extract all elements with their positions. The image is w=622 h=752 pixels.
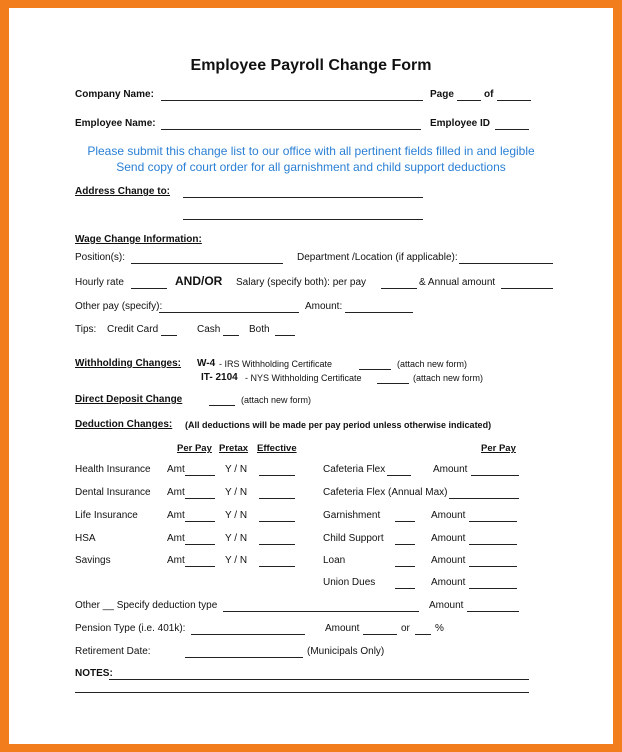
direct-deposit-label: Direct Deposit Change: [75, 394, 183, 405]
of-label: of: [484, 89, 494, 100]
page-total-field[interactable]: [497, 100, 531, 101]
w4-code: W-4: [197, 358, 216, 369]
direct-deposit-field[interactable]: [209, 405, 235, 406]
dental-effective-field[interactable]: [259, 498, 295, 499]
deduction-cafeteria-flex-annual-label: Cafeteria Flex (Annual Max): [323, 487, 448, 498]
union-dues-amount-label: Amount: [431, 577, 466, 588]
tips-label: Tips:: [75, 324, 97, 335]
pension-type-label: Pension Type (i.e. 401k):: [75, 623, 186, 634]
savings-amt-label: Amt: [167, 555, 185, 566]
deduction-life-label: Life Insurance: [75, 510, 138, 521]
notes-line-2[interactable]: [75, 692, 529, 693]
and-or-label: AND/OR: [175, 274, 223, 288]
garnishment-amount-label: Amount: [431, 510, 466, 521]
wage-change-label: Wage Change Information:: [75, 234, 202, 245]
notice-line-2: Send copy of court order for all garnishment and child support deductions: [116, 160, 506, 174]
employee-name-label: Employee Name:: [75, 118, 156, 129]
credit-card-label: Credit Card: [107, 324, 159, 335]
w4-field[interactable]: [359, 369, 391, 370]
loan-field[interactable]: [395, 566, 415, 567]
other-deduction-amount-label: Amount: [429, 600, 464, 611]
page-number-field[interactable]: [457, 100, 481, 101]
position-label: Position(s):: [75, 252, 126, 263]
health-effective-field[interactable]: [259, 475, 295, 476]
payroll-form-sheet: [9, 8, 613, 744]
pension-amount-field[interactable]: [363, 634, 397, 635]
other-deduction-label: Other __ Specify deduction type: [75, 600, 218, 611]
deduction-note: (All deductions will be made per pay period unless otherwise indicated): [185, 420, 492, 430]
address-line-2[interactable]: [183, 219, 423, 220]
col-header-per-pay: Per Pay: [177, 443, 212, 454]
it2104-field[interactable]: [377, 383, 409, 384]
savings-amt-field[interactable]: [185, 566, 215, 567]
both-label: Both: [249, 324, 270, 335]
notes-label: NOTES:: [75, 668, 113, 679]
dental-amt-label: Amt: [167, 487, 185, 498]
hsa-effective-field[interactable]: [259, 544, 295, 545]
company-name-label: Company Name:: [75, 89, 154, 100]
employee-id-field[interactable]: [495, 129, 529, 130]
deduction-changes-label: Deduction Changes:: [75, 419, 173, 430]
deduction-savings-label: Savings: [75, 555, 111, 566]
garnishment-field[interactable]: [395, 521, 415, 522]
pension-type-field[interactable]: [191, 634, 305, 635]
employee-id-label: Employee ID: [430, 118, 491, 129]
hsa-pretax-yn[interactable]: Y / N: [225, 533, 248, 544]
annual-amount-field[interactable]: [501, 288, 553, 289]
w4-attach-note: (attach new form): [397, 359, 468, 369]
savings-pretax-yn[interactable]: Y / N: [225, 555, 248, 566]
both-field[interactable]: [275, 335, 295, 336]
it2104-attach-note: (attach new form): [413, 373, 484, 383]
form-title: Employee Payroll Change Form: [190, 57, 432, 74]
other-pay-label: Other pay (specify):: [75, 301, 163, 312]
union-dues-field[interactable]: [395, 588, 415, 589]
deduction-child-support-label: Child Support: [323, 533, 384, 544]
pension-amount-label: Amount: [325, 623, 360, 634]
employee-name-field[interactable]: [161, 129, 421, 130]
annual-amount-label: & Annual amount: [419, 277, 496, 288]
garnishment-amount-field[interactable]: [469, 521, 517, 522]
cafeteria-flex-amount-field[interactable]: [471, 475, 519, 476]
union-dues-amount-field[interactable]: [469, 588, 517, 589]
cafeteria-flex-annual-field[interactable]: [449, 498, 519, 499]
pension-percent-sign: %: [435, 623, 444, 634]
deduction-cafeteria-flex-label: Cafeteria Flex: [323, 464, 386, 475]
deduction-union-dues-label: Union Dues: [323, 577, 376, 588]
department-field[interactable]: [459, 263, 553, 264]
deduction-garnishment-label: Garnishment: [323, 510, 381, 521]
cash-field[interactable]: [223, 335, 239, 336]
child-support-amount-label: Amount: [431, 533, 466, 544]
hourly-rate-field[interactable]: [131, 288, 167, 289]
company-name-field[interactable]: [161, 100, 423, 101]
withholding-changes-label: Withholding Changes:: [75, 358, 182, 369]
dental-pretax-yn[interactable]: Y / N: [225, 487, 248, 498]
col-header-pretax: Pretax: [219, 443, 249, 454]
credit-card-field[interactable]: [161, 335, 177, 336]
deduction-hsa-label: HSA: [75, 533, 96, 544]
other-pay-field[interactable]: [159, 312, 299, 313]
notes-line-1[interactable]: [109, 679, 529, 680]
health-pretax-yn[interactable]: Y / N: [225, 464, 248, 475]
other-deduction-type-field[interactable]: [223, 611, 419, 612]
child-support-amount-field[interactable]: [469, 544, 517, 545]
col-header-per-pay-right: Per Pay: [481, 443, 516, 454]
w4-description: - IRS Withholding Certificate: [219, 359, 333, 369]
cafeteria-flex-amount-label: Amount: [433, 464, 468, 475]
position-field[interactable]: [131, 263, 283, 264]
loan-amount-field[interactable]: [469, 566, 517, 567]
other-deduction-amount-field[interactable]: [467, 611, 519, 612]
col-header-effective: Effective: [257, 443, 297, 454]
hsa-amt-field[interactable]: [185, 544, 215, 545]
deduction-dental-label: Dental Insurance: [75, 487, 151, 498]
salary-per-pay-field[interactable]: [381, 288, 417, 289]
salary-label: Salary (specify both): per pay: [236, 277, 367, 288]
pension-or-label: or: [401, 623, 410, 634]
department-label: Department /Location (if applicable):: [297, 252, 458, 263]
other-pay-amount-field[interactable]: [345, 312, 413, 313]
deduction-loan-label: Loan: [323, 555, 346, 566]
savings-effective-field[interactable]: [259, 566, 295, 567]
child-support-field[interactable]: [395, 544, 415, 545]
pension-percent-field[interactable]: [415, 634, 431, 635]
deduction-health-label: Health Insurance: [75, 464, 151, 475]
direct-deposit-attach-note: (attach new form): [241, 395, 312, 405]
it2104-code: IT- 2104: [201, 372, 238, 383]
other-pay-amount-label: Amount:: [305, 301, 343, 312]
life-amt-label: Amt: [167, 510, 185, 521]
address-change-label: Address Change to:: [75, 186, 171, 197]
notice-line-1: Please submit this change list to our office with all pertinent fields filled in and legible: [87, 144, 535, 158]
it2104-description: - NYS Withholding Certificate: [245, 373, 362, 383]
life-amt-field[interactable]: [185, 521, 215, 522]
retirement-date-field[interactable]: [185, 657, 303, 658]
health-amt-field[interactable]: [185, 475, 215, 476]
page-label: Page: [430, 89, 454, 100]
cafeteria-flex-field[interactable]: [387, 475, 411, 476]
cash-label: Cash: [197, 324, 221, 335]
hsa-amt-label: Amt: [167, 533, 185, 544]
dental-amt-field[interactable]: [185, 498, 215, 499]
loan-amount-label: Amount: [431, 555, 466, 566]
health-amt-label: Amt: [167, 464, 185, 475]
hourly-rate-label: Hourly rate: [75, 277, 124, 288]
retirement-date-label: Retirement Date:: [75, 646, 151, 657]
address-line-1[interactable]: [183, 197, 423, 198]
retirement-note: (Municipals Only): [307, 646, 385, 657]
life-effective-field[interactable]: [259, 521, 295, 522]
life-pretax-yn[interactable]: Y / N: [225, 510, 248, 521]
